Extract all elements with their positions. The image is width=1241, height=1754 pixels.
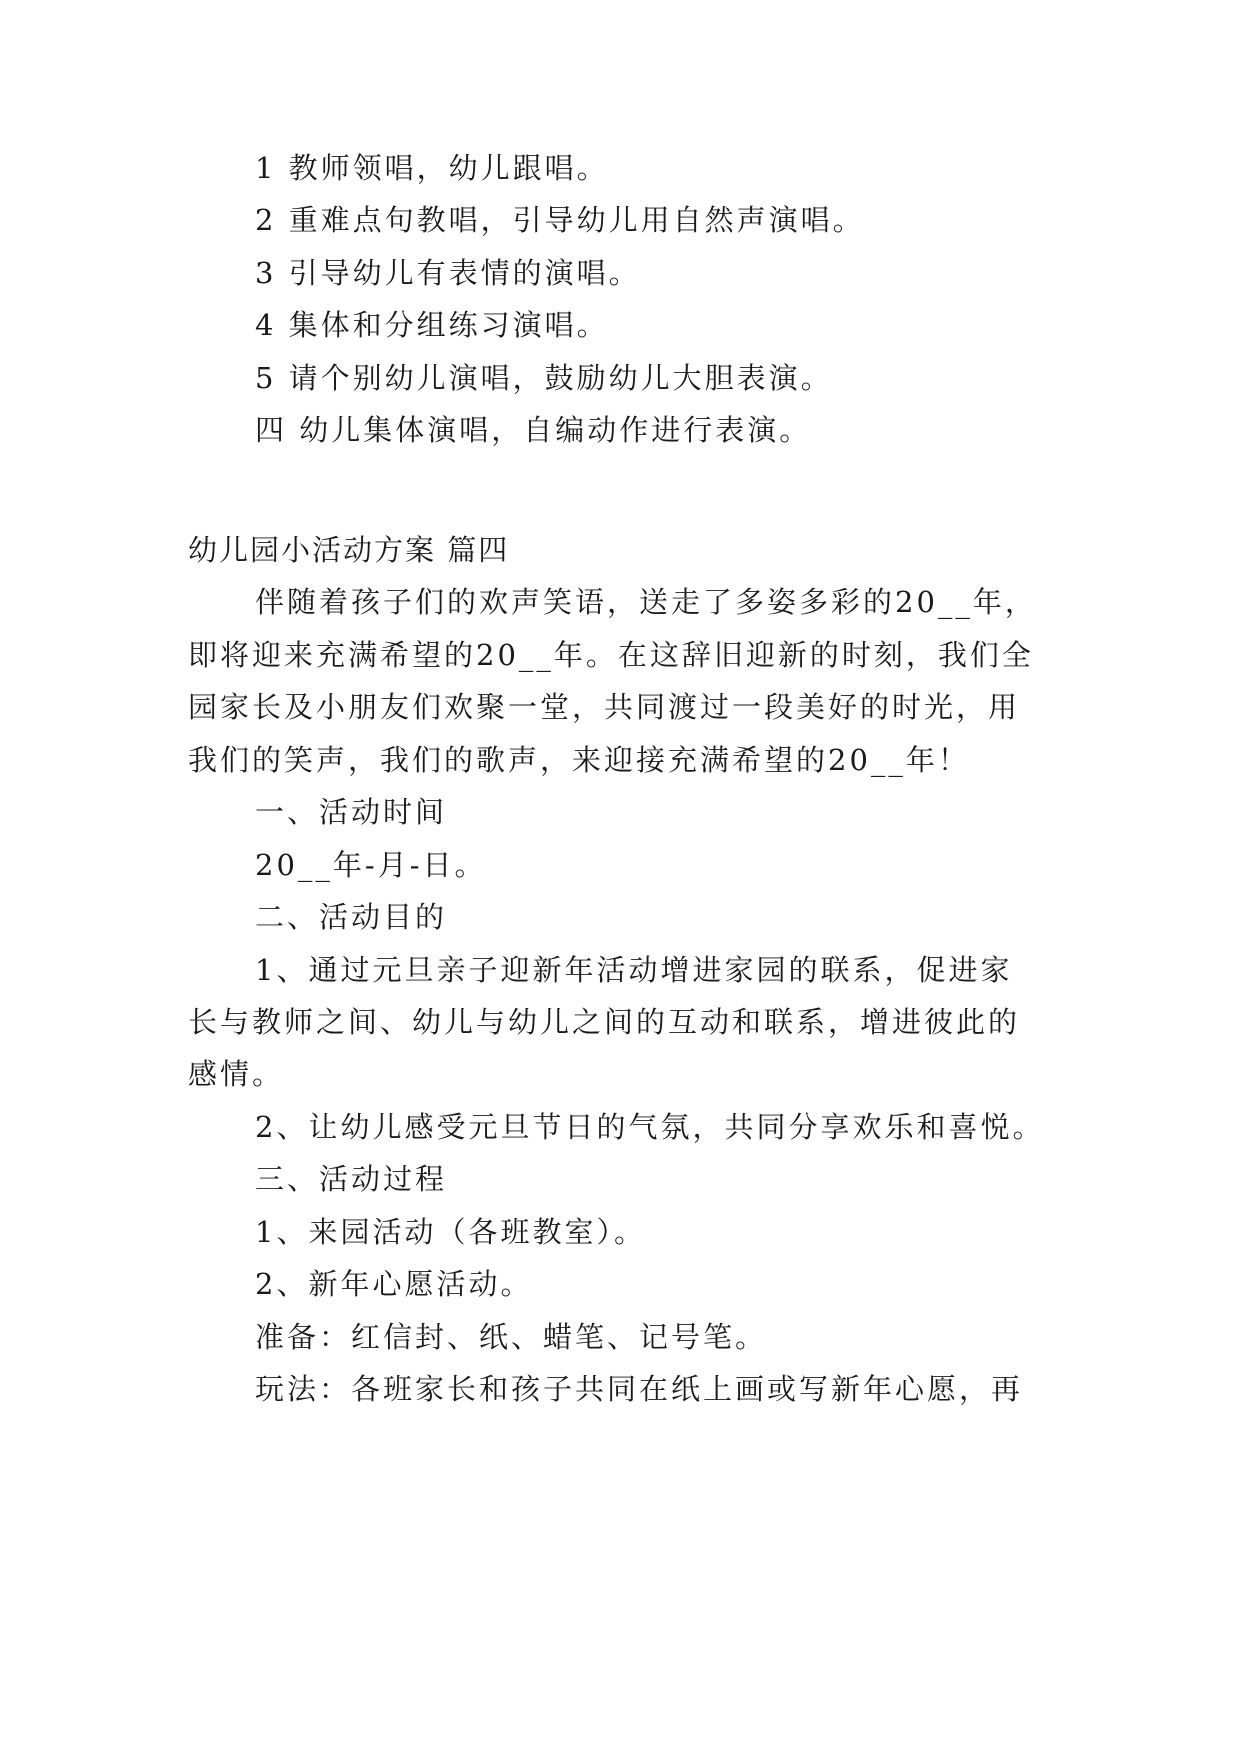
step-line-2: 2 重难点句教唱，引导幼儿用自然声演唱。 — [255, 203, 865, 237]
intro-line-4: 我们的笑声，我们的歌声，来迎接充满希望的20__年！ — [188, 743, 970, 777]
goal-2-line: 2、让幼儿感受元旦节日的气氛，共同分享欢乐和喜悦。 — [255, 1110, 1045, 1144]
step-line-4: 4 集体和分组练习演唱。 — [255, 308, 609, 342]
goal-1-line-2: 长与教师之间、幼儿与幼儿之间的互动和联系，增进彼此的 — [188, 1005, 1021, 1039]
step-line-6: 四 幼儿集体演唱，自编动作进行表演。 — [255, 413, 812, 447]
process-heading: 三、活动过程 — [255, 1162, 448, 1196]
step-line-5: 5 请个别幼儿演唱，鼓励幼儿大胆表演。 — [255, 361, 833, 395]
time-heading: 一、活动时间 — [255, 795, 448, 829]
goal-1-line-3: 感情。 — [188, 1057, 285, 1091]
prep-line: 准备：红信封、纸、蜡笔、记号笔。 — [255, 1320, 768, 1354]
intro-line-2: 即将迎来充满希望的20__年。在这辞旧迎新的时刻，我们全 — [188, 638, 1034, 672]
goal-1-line-1: 1、通过元旦亲子迎新年活动增进家园的联系，促进家 — [255, 953, 1013, 987]
section-title: 幼儿园小活动方案 篇四 — [188, 533, 510, 567]
process-2-line: 2、新年心愿活动。 — [255, 1267, 533, 1301]
time-value: 20__年-月-日。 — [255, 848, 487, 882]
intro-line-1: 伴随着孩子们的欢声笑语，送走了多姿多彩的20__年， — [255, 585, 1037, 619]
step-line-1: 1 教师领唱，幼儿跟唱。 — [255, 151, 609, 185]
process-1-line: 1、来园活动（各班教室）。 — [255, 1215, 646, 1249]
goal-heading: 二、活动目的 — [255, 900, 448, 934]
play-line: 玩法：各班家长和孩子共同在纸上画或写新年心愿，再 — [255, 1372, 1024, 1406]
step-line-3: 3 引导幼儿有表情的演唱。 — [255, 256, 641, 290]
intro-line-3: 园家长及小朋友们欢聚一堂，共同渡过一段美好的时光，用 — [188, 690, 1021, 724]
